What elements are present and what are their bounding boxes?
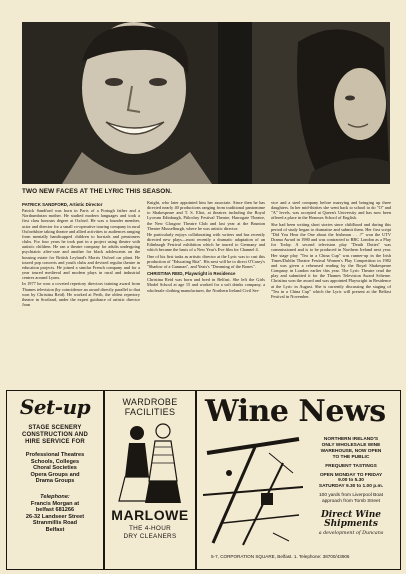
client-line: Professional Theatres — [25, 452, 85, 458]
wine-line: SATURDAY 9.30 to 1.00 p.m. — [318, 484, 384, 490]
subtitle-line: DRY CLEANERS — [123, 532, 177, 540]
direct-wine-shipments-logo — [305, 511, 397, 529]
marlowe-subtitle — [105, 525, 195, 540]
woman-portrait-illustration — [252, 22, 390, 184]
marlowe-name: MARLOWE — [111, 507, 189, 523]
client-line: Choral Societies — [33, 465, 77, 472]
tagline-line: CONSTRUCTION AND — [22, 432, 88, 438]
wine-line: NORTHERN IRELAND'S — [323, 437, 379, 442]
wine-news-title: Wine News — [205, 394, 386, 429]
paragraph: He particularly enjoys collaborating with writers and has recently directed new plays—most recently a dramatic adaptation of an Edinburgh Festival exhibition which he toured to Germany and which became the basis of a New Year's Eve film for Channel 4. — [147, 231, 265, 253]
setup-logo: Set-up — [19, 395, 91, 419]
paragraph: Patrick Sandford was born in Paris of a Portugh father and a Northumbrian mother. He studied modern languages and took a first class honours degree at Oxford. He was a founder member, actor and director for a small co-operative touring company in rural Oxfordshire taking theatre and allied activities to audiences ranging from mentally handicapped children to borstals and pensioners clubs. For four years he took part in a project using theatre with autistic children. He ran a theatre company for adults undergoing psychiatric after-care and another for black adolescents on the housing estate for British Leyland's Morris Oxford car plant. He toured pop concerts and youth clubs and devised regular theatre in education projects. He joined a similar French company and for a year toured medieval and modern plays in rural and industrial centres around Lyons. — [22, 208, 140, 281]
setup-contact — [7, 494, 103, 534]
ad-wardrobe — [104, 390, 196, 570]
street-map-illustration — [203, 433, 303, 549]
client-line: Drama Groups — [35, 478, 75, 485]
article-column-3 — [271, 200, 391, 382]
ad-setup — [6, 390, 104, 570]
title-line: FACILITIES — [124, 407, 176, 417]
brand-line: Shipments — [324, 519, 378, 529]
paragraph: vice and a steel company before marrying and bringing up three daughters. In her mid-thirties she went back to school to do "O" and "A" levels, was accepted at Queen's University and has now been offered a place in the Honours School of English. — [271, 200, 391, 221]
contact-line: Belfast — [45, 526, 65, 533]
paragraph: She had been writing short stories since childhood and during this period of study began to dramatise and submit them. Her first script "Did You Hear the One about the Irishman . . .?" won the UTV Drama Award in 1980 and was contracted to BBC London as a Play for Today. A second television play "Death Duties" was commissioned and is to be produced in Northern Ireland next year. Her stage play "Tea in a China Cup" was runner-up in the Irish Times/Dublin Theatre Festival Women's Play Competition in 1982 and was given a rehearsed reading by the Royal Shakespeare Company in London earlier this year. The Lyric Theatre read the play and submitted it for the Thames Television Award Scheme. Christina won the award and was appointed Playwright in Residence at the Lyric in August. She is currently discussing the staging of "Tea in a China Cup" which the Lyric will present at the Belfast Festival in November. — [271, 221, 391, 299]
contact-line: Stranmillis Road — [32, 520, 78, 527]
ad-wine-news — [196, 390, 401, 570]
setup-client-list — [7, 452, 103, 485]
costume-figures-illustration — [115, 421, 185, 505]
wine-line: approach from Tomb Street — [321, 499, 381, 505]
client-line: Schools, Colleges — [30, 458, 80, 465]
wardrobe-title — [105, 397, 195, 417]
article-column-1 — [22, 200, 140, 382]
paragraph: Christina Reid was born and bred in Belfast. She left the Girls Model School at age 15 and worked for a soft drinks company, a wholesale clothing manufacturer, the Northern Ireland Civil Ser- — [147, 277, 265, 293]
paragraph: In 1977 he won a coveted repertory directors training award from Thames television (by coincidence an award directly parallel to that won by Christina Reid). He worked at Perth, the oldest repertory theatre in Scotland, under the expert guidance of artistic director Joan — [22, 281, 140, 307]
contact-line: Francis Morgan at — [30, 500, 80, 507]
heading-christina-reid: CHRISTINA REID, Playwright in Residence — [147, 271, 236, 277]
paragraph: Knight, who later appointed him her associate. Since then he has directed nearly 40 productions ranging from traditional pantomime to Shakespeare and T. S. Eliot, at theatres including the Royal Lyceum Edinburgh, Pitlochry Festival Theatre, Harrogate Theatre, the New Glasgow Theatre Club and last year at the Brunton Theatre Musselburgh, where he was artistic director. — [147, 200, 265, 231]
contact-line: belfast 681266 — [35, 507, 75, 514]
wine-line: 100 yards from Liverpool Boat — [319, 493, 383, 499]
brand-subtitle: a development of Duncans — [318, 531, 384, 536]
wine-line: TO THE PUBLIC — [332, 454, 370, 460]
wine-details — [305, 437, 397, 505]
subtitle-line: THE 4-HOUR — [128, 525, 172, 532]
wine-line: FREQUENT TASTINGS — [325, 463, 377, 469]
wine-address: 5-7, CORPORATION SQUARE, Belfast. 1. Telephone: 38700/43906 — [211, 554, 350, 559]
contact-line: Telephone: — [40, 493, 70, 500]
tagline-line: STAGE SCENERY — [28, 425, 82, 431]
wine-line: WAREHOUSE, NOW OPEN — [320, 448, 382, 454]
title-line: WARDROBE — [122, 397, 178, 407]
wine-line: 9.00 to 5.30 — [338, 478, 364, 484]
brand-line: Direct Wine — [320, 510, 382, 520]
wine-line: OPEN MONDAY TO FRIDAY — [319, 472, 383, 478]
portrait-photo — [22, 22, 390, 184]
client-line: Opera Groups and — [30, 471, 80, 478]
tagline-line: HIRE SERVICE FOR — [25, 439, 85, 445]
wine-line: ONLY WHOLESALE WINE — [321, 442, 381, 448]
man-portrait-illustration — [22, 22, 252, 184]
heading-patrick-sandford: PATRICK SANDFORD, Artistic Director — [22, 202, 103, 207]
contact-line: 26-32 Landseer Street — [25, 513, 85, 520]
photo-caption: TWO NEW FACES AT THE LYRIC THIS SEASON. — [22, 188, 172, 195]
paragraph: One of his first tasks as artistic director at the Lyric was to cast this production of "Educating Rita". His next will be to direct O'Casey's "Shadow of a Gunman", and Yeats's "Dreaming of the Bones". — [147, 253, 265, 269]
setup-tagline — [7, 425, 103, 446]
article-column-2 — [147, 200, 265, 382]
